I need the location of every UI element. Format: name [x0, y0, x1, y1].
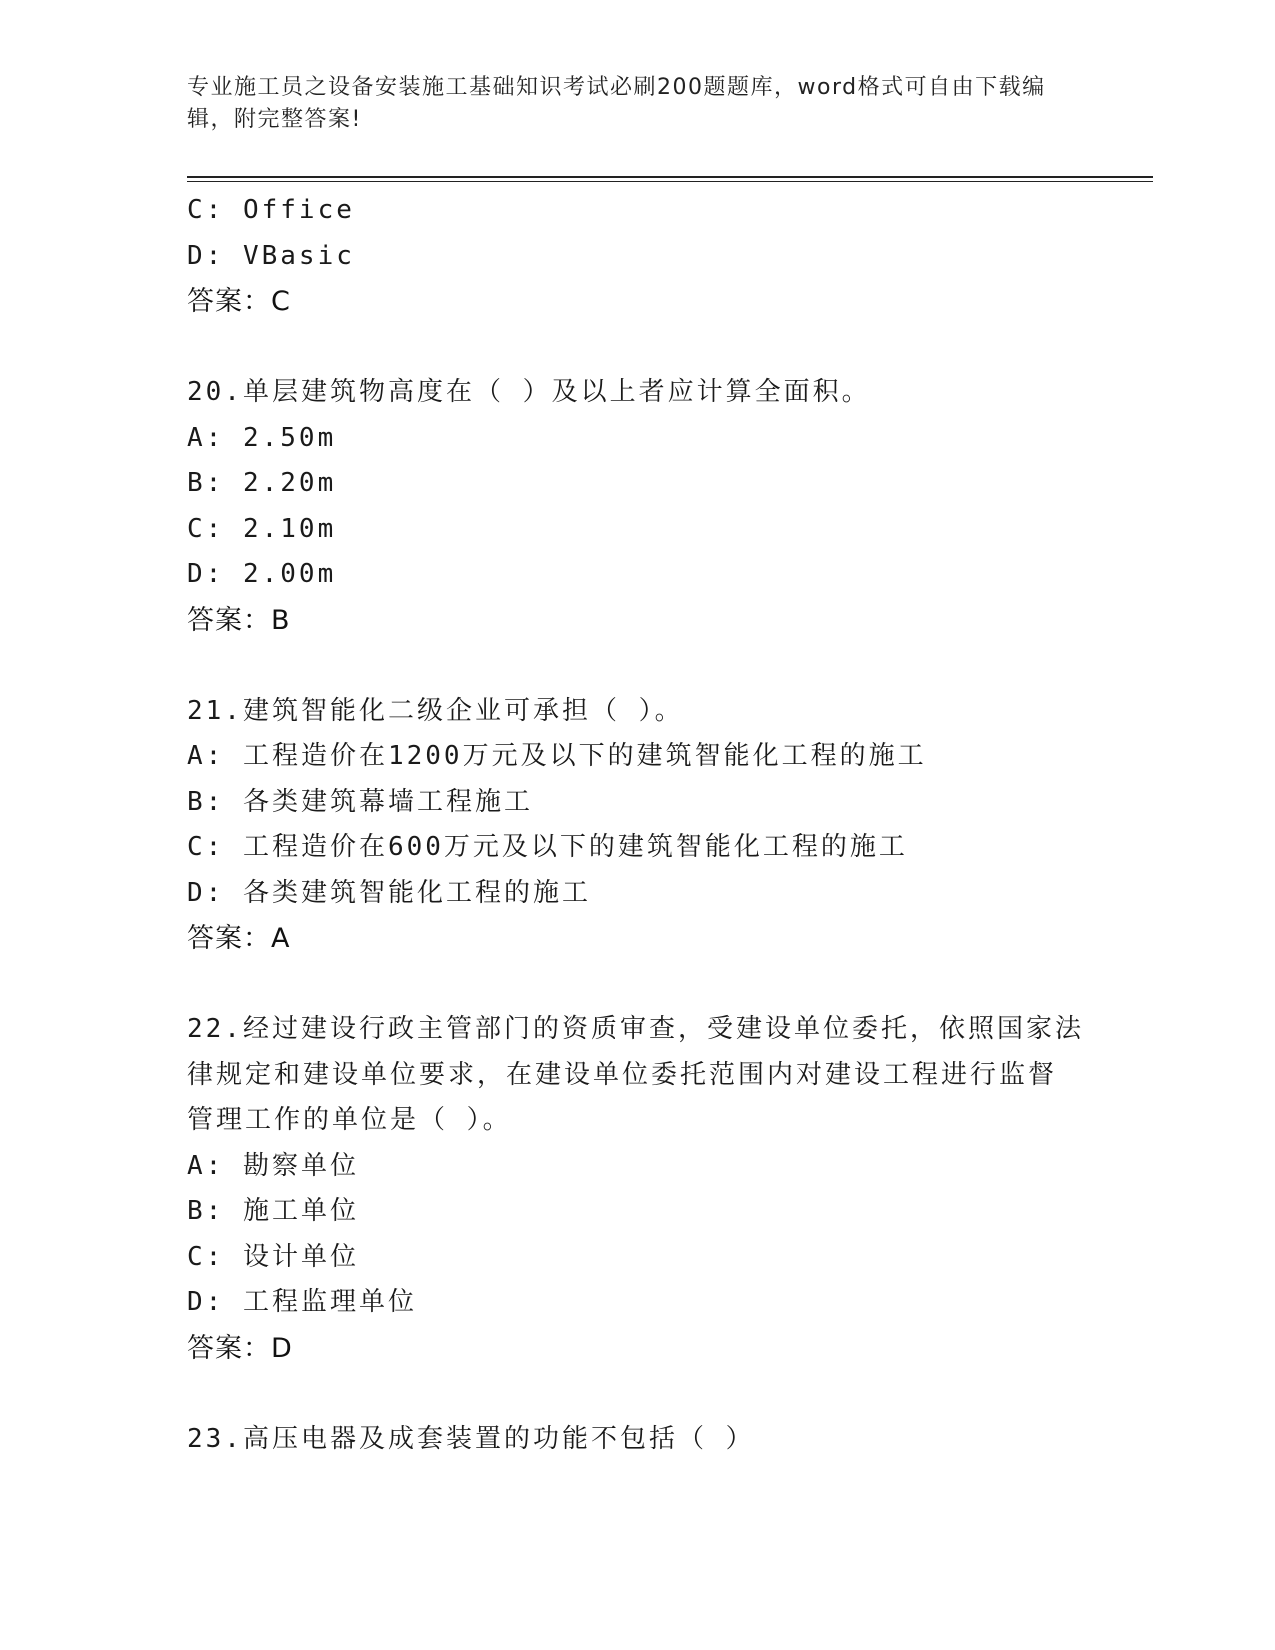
option-a: A: 2.50m	[187, 422, 337, 453]
answer-label: 答案：C	[187, 286, 291, 317]
question-20	[187, 370, 1087, 643]
question-stem: 21.建筑智能化二级企业可承担（ ）。	[187, 695, 684, 726]
spacer	[187, 1371, 1087, 1417]
answer-label: 答案：D	[187, 1332, 293, 1364]
option-c: C: 工程造价在600万元及以下的建筑智能化工程的施工	[187, 832, 908, 862]
spacer	[187, 962, 1087, 1008]
header-divider-thick	[187, 176, 1153, 178]
answer-label: 答案：B	[187, 604, 291, 636]
option-c: C: 2.10m	[187, 513, 337, 544]
question-content	[187, 188, 1087, 1462]
question-stem-line-3: 管理工作的单位是（ ）。	[187, 1105, 512, 1135]
page-header-title: 专业施工员之设备安装施工基础知识考试必刷200题题库，word格式可自由下载编辑，附完整答案!	[187, 75, 1046, 132]
option-c: C: Office	[187, 195, 355, 225]
option-c: C: 设计单位	[187, 1241, 359, 1272]
option-b: B: 2.20m	[187, 468, 337, 498]
question-stem: 23.高压电器及成套装置的功能不包括（ ）	[187, 1423, 755, 1454]
spacer	[187, 643, 1087, 689]
option-b: B: 各类建筑幕墙工程施工	[187, 786, 533, 817]
question-22	[187, 1007, 1087, 1371]
question-stem: 20.单层建筑物高度在（ ）及以上者应计算全面积。	[187, 377, 871, 407]
question-21	[187, 689, 1087, 962]
question-stem-line-2: 律规定和建设单位要求，在建设单位委托范围内对建设工程进行监督	[187, 1059, 1058, 1090]
header-divider-thin	[187, 181, 1153, 182]
spacer	[187, 325, 1087, 371]
option-a: A: 工程造价在1200万元及以下的建筑智能化工程的施工	[187, 741, 927, 771]
answer-label: 答案：A	[187, 923, 291, 954]
question-23	[187, 1417, 1087, 1463]
question-stem-line-1: 22.经过建设行政主管部门的资质审查，受建设单位委托，依照国家法	[187, 1014, 1084, 1044]
option-d: D: 2.00m	[187, 559, 337, 589]
option-a: A: 勘察单位	[187, 1150, 359, 1181]
option-d: D: 各类建筑智能化工程的施工	[187, 877, 591, 908]
option-b: B: 施工单位	[187, 1196, 359, 1226]
option-d: D: VBasic	[187, 240, 355, 271]
option-d: D: 工程监理单位	[187, 1287, 417, 1317]
question-19-tail	[187, 188, 1087, 325]
